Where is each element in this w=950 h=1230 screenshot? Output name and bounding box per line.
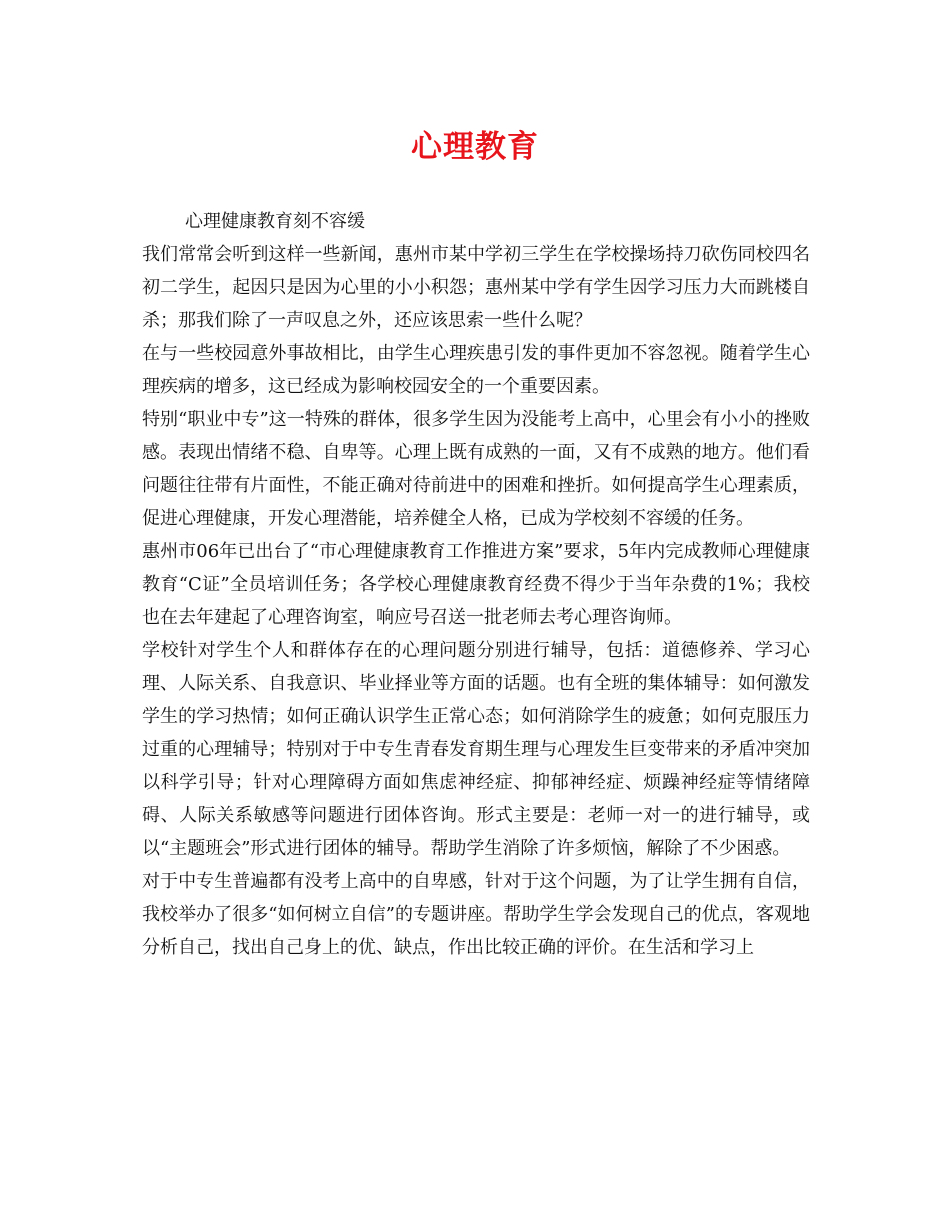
- paragraph: 在与一些校园意外事故相比，由学生心理疾患引发的事件更加不容忽视。随着学生心理疾病的增多，这已经成为影响校园安全的一个重要因素。: [142, 343, 810, 397]
- paragraph: 特别“职业中专”这一特殊的群体，很多学生因为没能考上高中，心里会有小小的挫败感。表现出情绪不稳、自卑等。心理上既有成熟的一面，又有不成熟的地方。他们看问题往往带有片面性，不能正确对待前进中的困难和挫折。如何提高学生心理素质，促进心理健康，开发心理潜能，培养健全人格，已成为学校刻不容缓的任务。: [142, 409, 810, 529]
- paragraph: 惠州市06年已出台了“市心理健康教育工作推进方案”要求，5年内完成教师心理健康教育“C证”全员培训任务；各学校心理健康教育经费不得少于当年杂费的1%；我校也在去年建起了心理咨询室，响应号召送一批老师去考心理咨询师。: [142, 541, 810, 628]
- paragraph: 学校针对学生个人和群体存在的心理问题分别进行辅导，包括：道德修养、学习心理、人际关系、自我意识、毕业择业等方面的话题。也有全班的集体辅导：如何激发学生的学习热情；如何正确认识学生正常心态；如何消除学生的疲惫；如何克服压力过重的心理辅导；特别对于中专生青春发育期生理与心理发生巨变带来的矛盾冲突加以科学引导；针对心理障碍方面如焦虑神经症、抑郁神经症、烦躁神经症等情绪障碍、人际关系敏感等问题进行团体咨询。形式主要是：老师一对一的进行辅导，或以“主题班会”形式进行团体的辅导。帮助学生消除了许多烦恼，解除了不少困惑。: [142, 640, 810, 859]
- document-subtitle: 心理健康教育刻不容缓: [185, 211, 365, 232]
- paragraph: 对于中专生普遍都有没考上高中的自卑感，针对于这个问题，为了让学生拥有自信，我校举办了很多“如何树立自信”的专题讲座。帮助学生学会发现自己的优点，客观地分析自己，找出自己身上的优、缺点，作出比较正确的评价。在生活和学习上: [142, 871, 810, 958]
- paragraph: 我们常常会听到这样一些新闻，惠州市某中学初三学生在学校操场持刀砍伤同校四名初二学生，起因只是因为心里的小小积怨；惠州某中学有学生因学习压力大而跳楼自杀；那我们除了一声叹息之外，还应该思索一些什么呢？: [142, 244, 810, 331]
- document-title: 心理教育: [411, 129, 539, 165]
- document-body: [142, 205, 810, 964]
